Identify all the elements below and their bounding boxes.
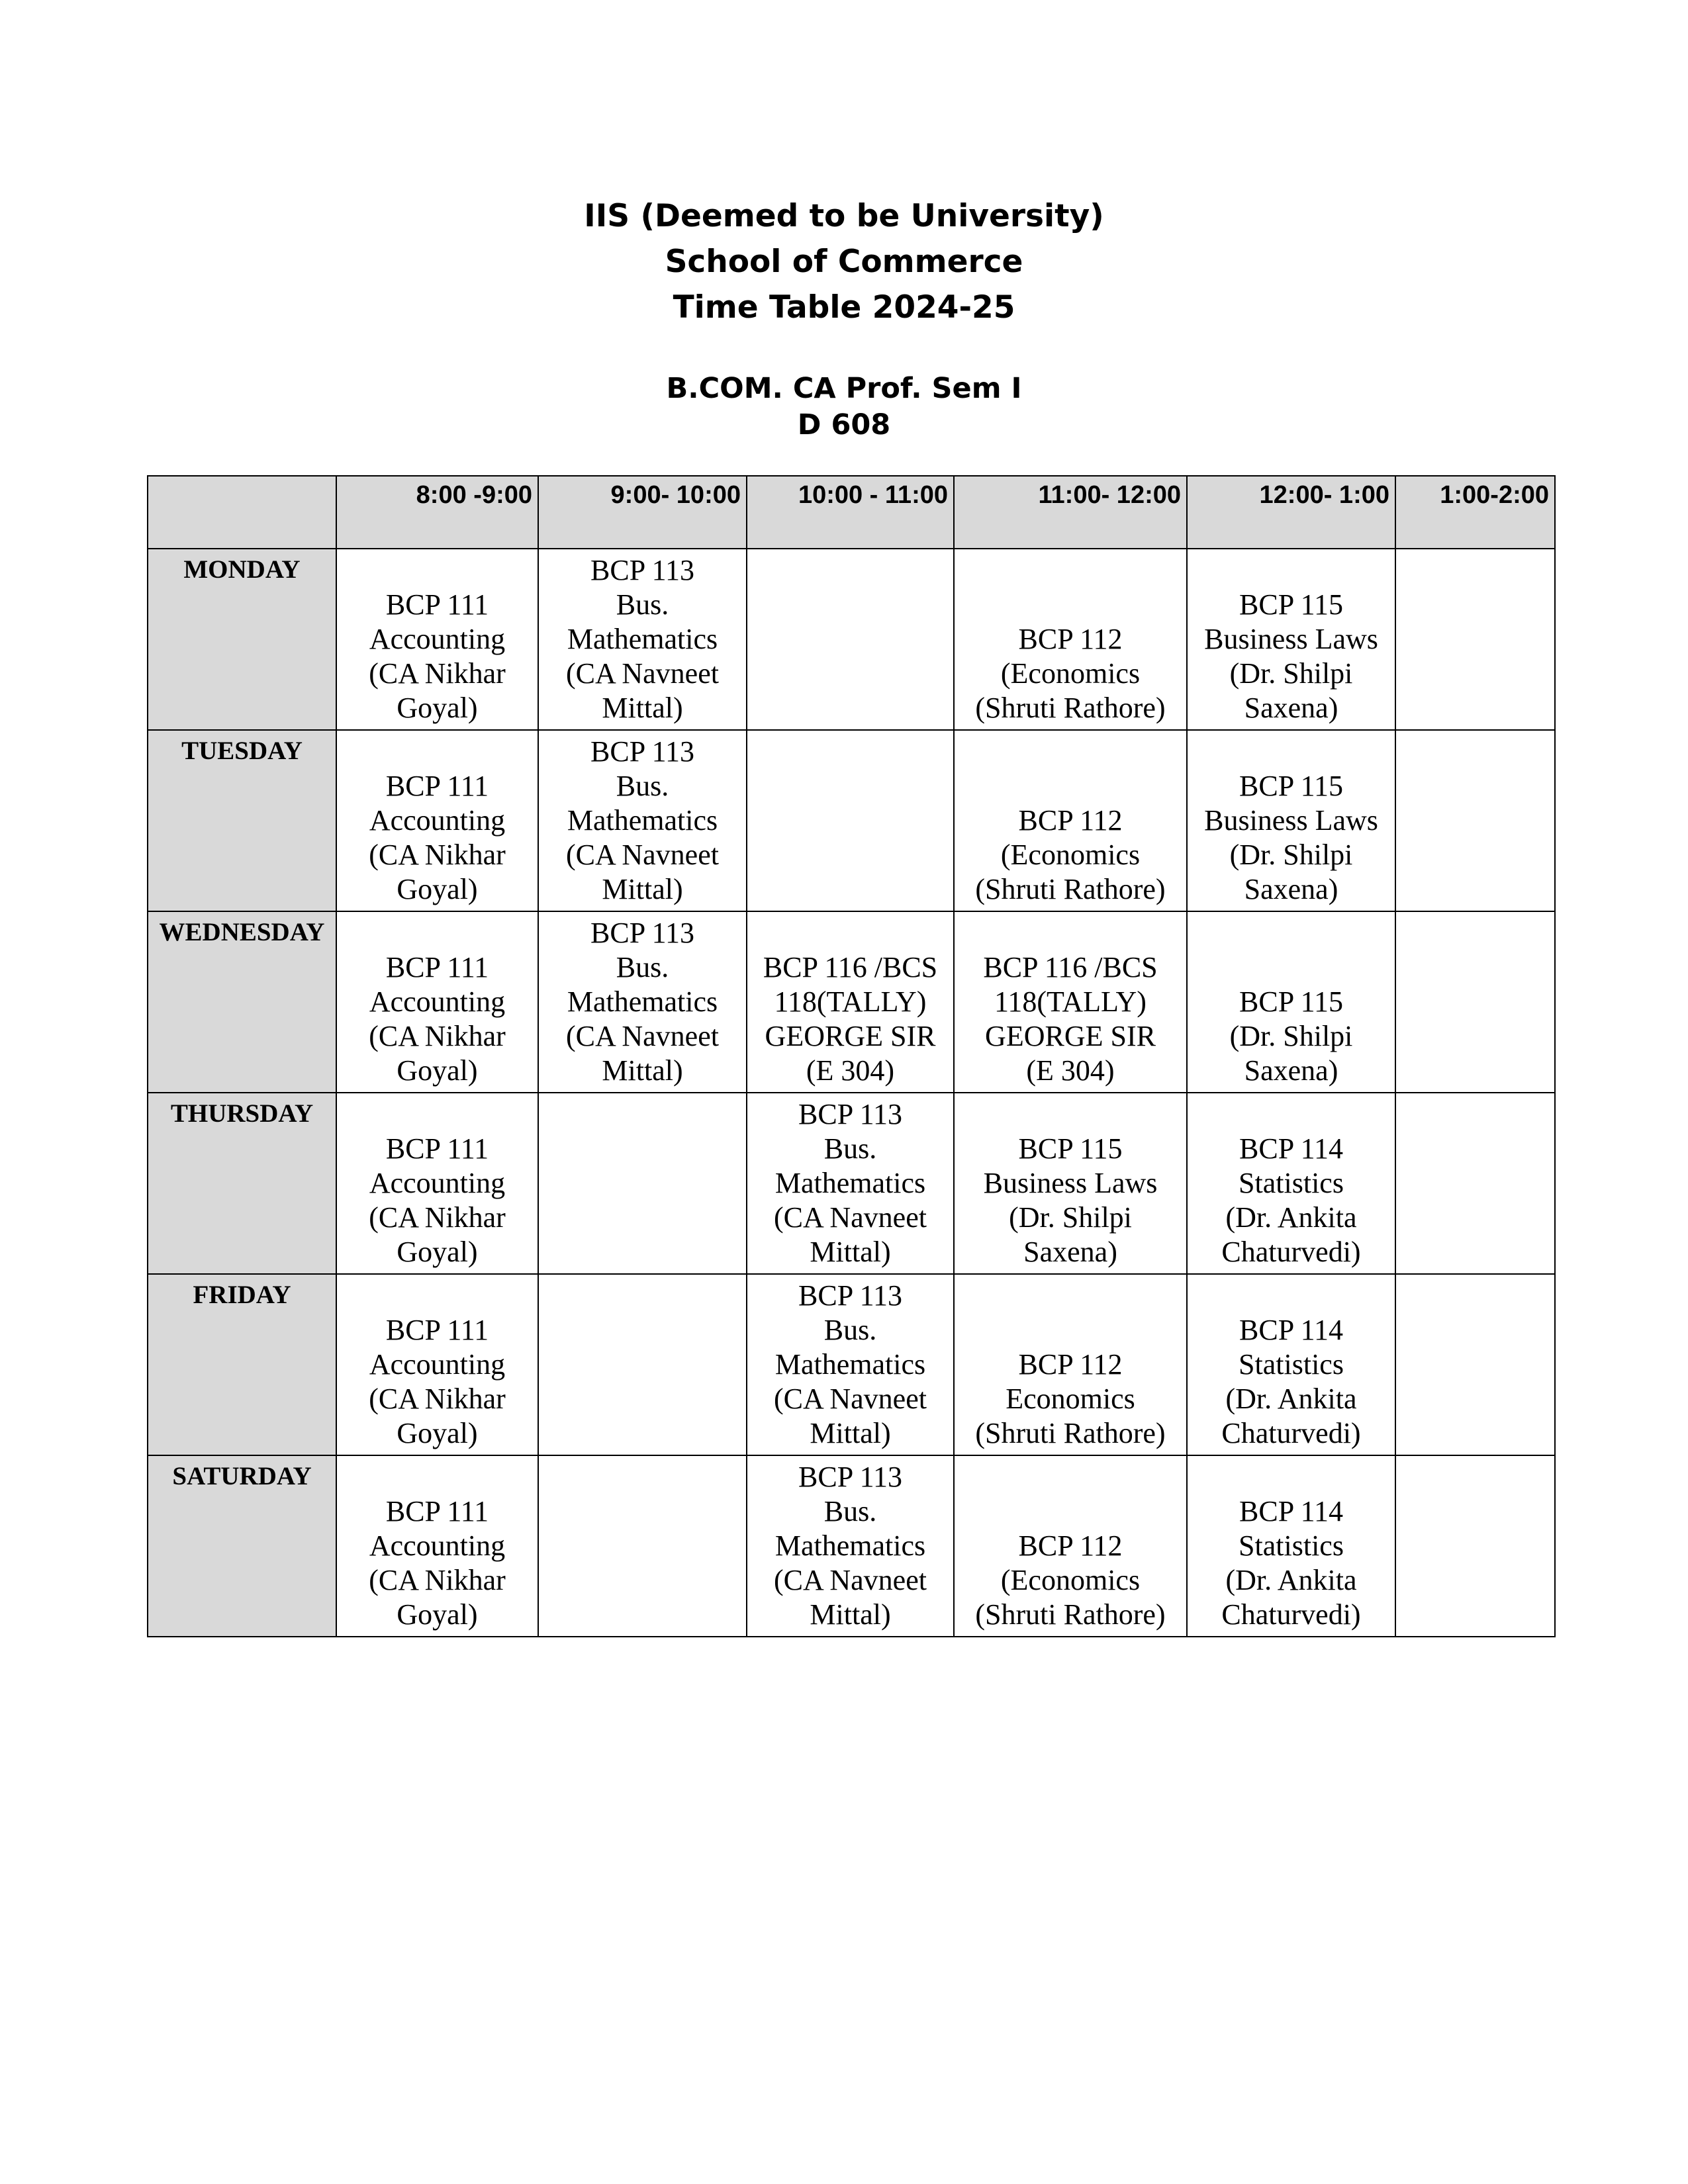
table-row: [148, 1093, 1555, 1274]
timetable-body: [148, 549, 1555, 1637]
day-label: THURSDAY: [148, 1093, 336, 1274]
empty-cell: [1395, 911, 1555, 1093]
class-cell: [336, 1274, 538, 1455]
class-cell-line: BCP 115: [1239, 985, 1343, 1018]
program-block: [0, 371, 1688, 443]
corner-cell: [148, 476, 336, 549]
class-cell-line: (Economics: [1000, 657, 1141, 690]
class-cell-line: Mittal): [602, 1054, 683, 1087]
class-cell: [954, 549, 1187, 730]
class-cell-line: (CA Nikhar: [369, 1020, 506, 1052]
class-cell-line: BCP 111: [385, 1314, 489, 1346]
day-label: SATURDAY: [148, 1455, 336, 1637]
class-cell-line: Business Laws: [983, 1167, 1158, 1199]
school-name: School of Commerce: [665, 244, 1023, 280]
class-cell-line: Bus.: [616, 951, 669, 983]
class-cell: [1187, 1455, 1395, 1637]
class-cell-line: 118(TALLY): [774, 985, 927, 1018]
time-slot-header: 12:00- 1:00: [1187, 476, 1395, 549]
class-cell-line: Chaturvedi): [1221, 1417, 1361, 1449]
class-cell-line: BCP 111: [385, 951, 489, 983]
class-cell-line: (CA Nikhar: [369, 657, 506, 690]
class-cell: [538, 730, 747, 911]
class-cell-line: (CA Navneet: [566, 839, 719, 871]
empty-cell: [747, 730, 954, 911]
class-cell: [1187, 911, 1395, 1093]
class-cell-line: BCP 112: [1018, 1348, 1123, 1381]
class-cell-line: (CA Navneet: [774, 1201, 927, 1234]
class-cell-line: Accounting: [369, 985, 506, 1018]
class-cell-line: BCP 114: [1239, 1132, 1343, 1165]
class-cell-line: BCP 116 /BCS: [983, 951, 1158, 983]
table-row: [148, 1455, 1555, 1637]
class-cell-line: (Economics: [1000, 1564, 1141, 1596]
class-cell-line: GEORGE SIR: [765, 1020, 936, 1052]
class-cell-line: Statistics: [1239, 1529, 1344, 1562]
class-cell-line: BCP 113: [798, 1098, 902, 1130]
class-cell-line: (Economics: [1000, 839, 1141, 871]
class-cell: [1187, 549, 1395, 730]
class-cell-line: Mathematics: [567, 623, 718, 655]
room-number: D 608: [797, 408, 891, 441]
class-cell-line: BCP 112: [1018, 804, 1123, 837]
class-cell-line: Mathematics: [774, 1348, 926, 1381]
day-label: WEDNESDAY: [148, 911, 336, 1093]
table-row: [148, 730, 1555, 911]
class-cell: [336, 549, 538, 730]
class-cell-line: (Dr. Ankita: [1225, 1564, 1357, 1596]
class-cell: [1187, 1093, 1395, 1274]
class-cell-line: (Dr. Shilpi: [1229, 839, 1353, 871]
time-slot-header-row: [148, 476, 1555, 549]
class-cell-line: (Shruti Rathore): [975, 692, 1166, 724]
timetable: [147, 475, 1556, 1637]
class-cell-line: BCP 113: [590, 917, 694, 949]
class-cell-line: Statistics: [1239, 1167, 1344, 1199]
university-name: IIS (Deemed to be University): [584, 198, 1104, 234]
class-cell-line: Chaturvedi): [1221, 1236, 1361, 1268]
class-cell: [954, 1455, 1187, 1637]
class-cell-line: Accounting: [369, 1167, 506, 1199]
table-row: [148, 1274, 1555, 1455]
class-cell: [747, 911, 954, 1093]
class-cell: [336, 1455, 538, 1637]
class-cell: [954, 1093, 1187, 1274]
class-cell-line: BCP 113: [590, 554, 694, 586]
class-cell-line: (Dr. Shilpi: [1229, 657, 1353, 690]
class-cell: [1187, 1274, 1395, 1455]
class-cell-line: BCP 114: [1239, 1495, 1343, 1527]
class-cell-line: (E 304): [1026, 1054, 1115, 1087]
class-cell-line: Economics: [1006, 1383, 1135, 1415]
class-cell: [1187, 730, 1395, 911]
class-cell-line: Saxena): [1244, 1054, 1338, 1087]
class-cell-line: (Shruti Rathore): [975, 1417, 1166, 1449]
program-name: B.COM. CA Prof. Sem I: [666, 372, 1022, 405]
class-cell-line: Goyal): [397, 873, 478, 905]
class-cell-line: BCP 115: [1018, 1132, 1123, 1165]
class-cell-line: Bus.: [616, 588, 669, 621]
class-cell-line: BCP 113: [798, 1279, 902, 1312]
class-cell-line: (Dr. Ankita: [1225, 1383, 1357, 1415]
class-cell-line: (CA Nikhar: [369, 1201, 506, 1234]
day-label: FRIDAY: [148, 1274, 336, 1455]
class-cell-line: BCP 115: [1239, 770, 1343, 802]
class-cell-line: (Dr. Ankita: [1225, 1201, 1357, 1234]
class-cell-line: Accounting: [369, 1529, 506, 1562]
class-cell-line: BCP 113: [590, 735, 694, 768]
class-cell: [747, 1455, 954, 1637]
class-cell-line: Saxena): [1244, 873, 1338, 905]
empty-cell: [538, 1455, 747, 1637]
class-cell-line: (CA Nikhar: [369, 1383, 506, 1415]
class-cell: [538, 911, 747, 1093]
empty-cell: [1395, 1455, 1555, 1637]
class-cell: [336, 911, 538, 1093]
class-cell: [336, 730, 538, 911]
table-row: [148, 911, 1555, 1093]
class-cell-line: Statistics: [1239, 1348, 1344, 1381]
class-cell-line: (Dr. Shilpi: [1009, 1201, 1132, 1234]
time-slot-header: 10:00 - 11:00: [747, 476, 954, 549]
class-cell-line: Bus.: [823, 1495, 877, 1527]
class-cell-line: Goyal): [397, 1417, 478, 1449]
class-cell-line: Chaturvedi): [1221, 1598, 1361, 1631]
class-cell-line: Mittal): [810, 1236, 891, 1268]
class-cell-line: Accounting: [369, 1348, 506, 1381]
empty-cell: [1395, 549, 1555, 730]
class-cell: [538, 549, 747, 730]
class-cell-line: BCP 111: [385, 770, 489, 802]
class-cell-line: Goyal): [397, 692, 478, 724]
class-cell: [954, 1274, 1187, 1455]
class-cell-line: 118(TALLY): [994, 985, 1147, 1018]
class-cell-line: BCP 111: [385, 1132, 489, 1165]
class-cell-line: (CA Nikhar: [369, 839, 506, 871]
class-cell-line: BCP 112: [1018, 1529, 1123, 1562]
class-cell-line: Goyal): [397, 1236, 478, 1268]
time-slot-header: 11:00- 12:00: [954, 476, 1187, 549]
class-cell-line: Mittal): [810, 1598, 891, 1631]
class-cell-line: Accounting: [369, 804, 506, 837]
class-cell-line: Accounting: [369, 623, 506, 655]
class-cell-line: Mittal): [810, 1417, 891, 1449]
class-cell-line: Saxena): [1244, 692, 1338, 724]
class-cell-line: BCP 114: [1239, 1314, 1343, 1346]
class-cell: [954, 911, 1187, 1093]
class-cell-line: (E 304): [806, 1054, 895, 1087]
empty-cell: [538, 1093, 747, 1274]
class-cell: [954, 730, 1187, 911]
class-cell-line: BCP 115: [1239, 588, 1343, 621]
class-cell-line: Mathematics: [567, 804, 718, 837]
class-cell-line: Bus.: [823, 1314, 877, 1346]
class-cell: [336, 1093, 538, 1274]
class-cell-line: (CA Nikhar: [369, 1564, 506, 1596]
class-cell-line: BCP 111: [385, 588, 489, 621]
table-row: [148, 549, 1555, 730]
class-cell-line: Bus.: [823, 1132, 877, 1165]
class-cell: [747, 1093, 954, 1274]
empty-cell: [1395, 730, 1555, 911]
class-cell-line: Business Laws: [1204, 623, 1378, 655]
document-title-block: [0, 193, 1688, 330]
empty-cell: [538, 1274, 747, 1455]
time-slot-header: 8:00 -9:00: [336, 476, 538, 549]
class-cell-line: (CA Navneet: [774, 1564, 927, 1596]
class-cell: [747, 1274, 954, 1455]
class-cell-line: GEORGE SIR: [985, 1020, 1156, 1052]
class-cell-line: Mathematics: [567, 985, 718, 1018]
class-cell-line: Goyal): [397, 1598, 478, 1631]
class-cell-line: (CA Navneet: [566, 1020, 719, 1052]
class-cell-line: Mittal): [602, 692, 683, 724]
class-cell-line: Goyal): [397, 1054, 478, 1087]
time-slot-header: 1:00-2:00: [1395, 476, 1555, 549]
class-cell-line: BCP 112: [1018, 623, 1123, 655]
empty-cell: [1395, 1093, 1555, 1274]
class-cell-line: (CA Navneet: [774, 1383, 927, 1415]
class-cell-line: (Dr. Shilpi: [1229, 1020, 1353, 1052]
timetable-title: Time Table 2024-25: [673, 289, 1015, 326]
class-cell-line: Mathematics: [774, 1167, 926, 1199]
class-cell-line: (Shruti Rathore): [975, 873, 1166, 905]
class-cell-line: (Shruti Rathore): [975, 1598, 1166, 1631]
class-cell-line: BCP 116 /BCS: [763, 951, 938, 983]
class-cell-line: BCP 113: [798, 1461, 902, 1493]
class-cell-line: Business Laws: [1204, 804, 1378, 837]
class-cell-line: Bus.: [616, 770, 669, 802]
class-cell-line: BCP 111: [385, 1495, 489, 1527]
empty-cell: [1395, 1274, 1555, 1455]
class-cell-line: (CA Navneet: [566, 657, 719, 690]
empty-cell: [747, 549, 954, 730]
day-label: TUESDAY: [148, 730, 336, 911]
day-label: MONDAY: [148, 549, 336, 730]
class-cell-line: Mathematics: [774, 1529, 926, 1562]
class-cell-line: Saxena): [1023, 1236, 1117, 1268]
class-cell-line: Mittal): [602, 873, 683, 905]
time-slot-header: 9:00- 10:00: [538, 476, 747, 549]
